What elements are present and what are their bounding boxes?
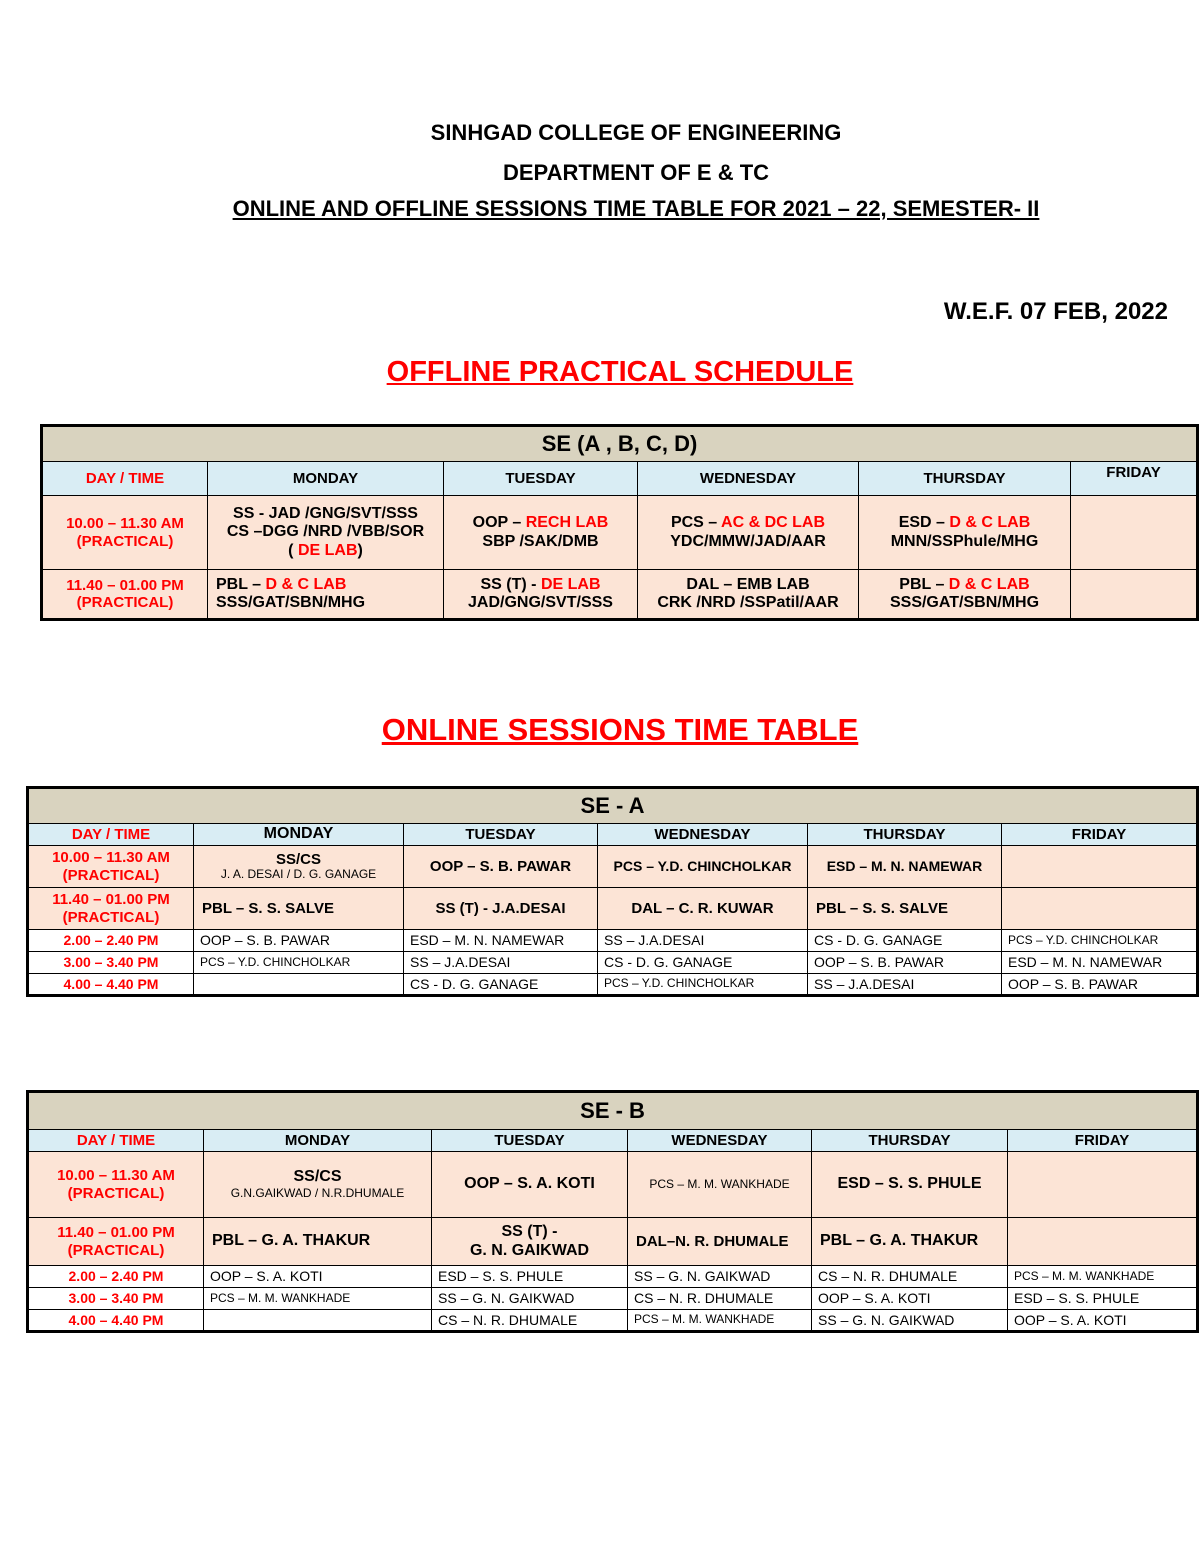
session-cell: SS – G. N. GAIKWAD [432,1288,628,1310]
col-wednesday: WEDNESDAY [638,462,859,496]
session-cell: SS – J.A.DESAI [598,930,808,952]
session-cell: ESD – M. N. NAMEWAR [1002,952,1198,974]
session-cell: OOP – S. A. KOTI [1008,1310,1198,1332]
empty-cell [1008,1218,1198,1266]
session-cell: PCS – M. M. WANKHADE [628,1152,812,1218]
session-cell: OOP – S. B. PAWAR [1002,974,1198,996]
session-cell: OOP – S. A. KOTI [812,1288,1008,1310]
offline-heading: OFFLINE PRACTICAL SCHEDULE [386,356,854,388]
band-se-all: SE (A , B, C, D) [42,426,1198,462]
session-cell: CS - D. G. GANAGE [598,952,808,974]
session-cell: PCS – M. M. WANKHADE [628,1310,812,1332]
session-cell: PBL – S. S. SALVE [194,888,404,930]
col-friday: FRIDAY [1002,824,1198,846]
time-slot: 4.00 – 4.40 PM [28,1310,204,1332]
session-cell: PCS – M. M. WANKHADE [204,1288,432,1310]
session-cell: PCS – Y.D. CHINCHOLKAR [1002,930,1198,952]
lab-cell: PBL – D & C LAB SSS/GAT/SBN/MHG [859,570,1071,620]
col-friday: FRIDAY [1008,1130,1198,1152]
session-cell: PBL – G. A. THAKUR [204,1218,432,1266]
session-cell: OOP – S. A. KOTI [432,1152,628,1218]
time-slot: 2.00 – 2.40 PM [28,930,194,952]
band-se-b: SE - B [28,1092,1198,1130]
session-cell: SS/CS G.N.GAIKWAD / N.R.DHUMALE [204,1152,432,1218]
col-friday: FRIDAY [1071,462,1198,496]
offline-practical-table [40,424,1199,621]
session-cell: DAL – C. R. KUWAR [598,888,808,930]
empty-cell [1002,846,1198,888]
lab-cell: ESD – D & C LAB MNN/SSPhule/MHG [859,496,1071,570]
session-cell: ESD – S. S. PHULE [812,1152,1008,1218]
band-se-a: SE - A [28,788,1198,824]
session-cell: SS – G. N. GAIKWAD [812,1310,1008,1332]
session-cell: PCS – Y.D. CHINCHOLKAR [194,952,404,974]
col-tuesday: TUESDAY [404,824,598,846]
empty-cell [204,1310,432,1332]
session-cell: CS – N. R. DHUMALE [628,1288,812,1310]
session-cell: SS – J.A.DESAI [404,952,598,974]
time-slot: 11.40 – 01.00 PM (PRACTICAL) [28,1218,204,1266]
col-thursday: THURSDAY [859,462,1071,496]
college-name: SINHGAD COLLEGE OF ENGINEERING [430,120,842,145]
timetable-title: ONLINE AND OFFLINE SESSIONS TIME TABLE FOR 2021 – 22, SEMESTER- II [232,196,1040,221]
session-cell: ESD – S. S. PHULE [432,1266,628,1288]
session-cell: OOP – S. B. PAWAR [194,930,404,952]
col-wednesday: WEDNESDAY [598,824,808,846]
session-cell: CS - D. G. GANAGE [404,974,598,996]
time-slot: 10.00 – 11.30 AM (PRACTICAL) [28,846,194,888]
session-cell: SS (T) - J.A.DESAI [404,888,598,930]
time-slot: 3.00 – 3.40 PM [28,1288,204,1310]
col-wednesday: WEDNESDAY [628,1130,812,1152]
se-a-table [26,786,1199,997]
time-slot: 3.00 – 3.40 PM [28,952,194,974]
session-cell: SS (T) - G. N. GAIKWAD [432,1218,628,1266]
session-cell: ESD – M. N. NAMEWAR [808,846,1002,888]
empty-cell [1071,496,1198,570]
col-monday: MONDAY [204,1130,432,1152]
wef-date: W.E.F. 07 FEB, 2022 [943,298,1168,325]
lab-cell: OOP – RECH LAB SBP /SAK/DMB [444,496,638,570]
empty-cell [1008,1152,1198,1218]
col-monday: MONDAY [194,824,404,846]
lab-cell: SS - JAD /GNG/SVT/SSS CS –DGG /NRD /VBB/SOR ( DE LAB) [208,496,444,570]
session-cell: CS – N. R. DHUMALE [432,1310,628,1332]
session-cell: DAL–N. R. DHUMALE [628,1218,812,1266]
lab-cell: PCS – AC & DC LAB YDC/MMW/JAD/AAR [638,496,859,570]
time-slot: 4.00 – 4.40 PM [28,974,194,996]
time-slot: 11.40 – 01.00 PM (PRACTICAL) [28,888,194,930]
time-slot: 10.00 – 11.30 AM (PRACTICAL) [28,1152,204,1218]
empty-cell [1071,570,1198,620]
lab-cell: PBL – D & C LAB SSS/GAT/SBN/MHG [208,570,444,620]
online-heading: ONLINE SESSIONS TIME TABLE [381,712,859,747]
col-monday: MONDAY [208,462,444,496]
time-slot: 10.00 – 11.30 AM (PRACTICAL) [42,496,208,570]
session-cell: OOP – S. B. PAWAR [404,846,598,888]
col-tuesday: TUESDAY [444,462,638,496]
session-cell: PCS – M. M. WANKHADE [1008,1266,1198,1288]
col-day-time: DAY / TIME [28,824,194,846]
col-tuesday: TUESDAY [432,1130,628,1152]
col-thursday: THURSDAY [808,824,1002,846]
time-slot: 11.40 – 01.00 PM (PRACTICAL) [42,570,208,620]
session-cell: ESD – S. S. PHULE [1008,1288,1198,1310]
col-thursday: THURSDAY [812,1130,1008,1152]
session-cell: CS – N. R. DHUMALE [812,1266,1008,1288]
session-cell: PCS – Y.D. CHINCHOLKAR [598,974,808,996]
lab-cell: DAL – EMB LAB CRK /NRD /SSPatil/AAR [638,570,859,620]
session-cell: OOP – S. A. KOTI [204,1266,432,1288]
session-cell: ESD – M. N. NAMEWAR [404,930,598,952]
lab-cell: SS (T) - DE LAB JAD/GNG/SVT/SSS [444,570,638,620]
session-cell: PBL – S. S. SALVE [808,888,1002,930]
session-cell: SS – G. N. GAIKWAD [628,1266,812,1288]
session-cell: SS – J.A.DESAI [808,974,1002,996]
col-day-time: DAY / TIME [42,462,208,496]
time-slot: 2.00 – 2.40 PM [28,1266,204,1288]
empty-cell [194,974,404,996]
col-day-time: DAY / TIME [28,1130,204,1152]
session-cell: PCS – Y.D. CHINCHOLKAR [598,846,808,888]
empty-cell [1002,888,1198,930]
se-b-table [26,1090,1199,1333]
department-name: DEPARTMENT OF E & TC [502,160,770,185]
session-cell: CS - D. G. GANAGE [808,930,1002,952]
session-cell: PBL – G. A. THAKUR [812,1218,1008,1266]
session-cell: SS/CS J. A. DESAI / D. G. GANAGE [194,846,404,888]
session-cell: OOP – S. B. PAWAR [808,952,1002,974]
